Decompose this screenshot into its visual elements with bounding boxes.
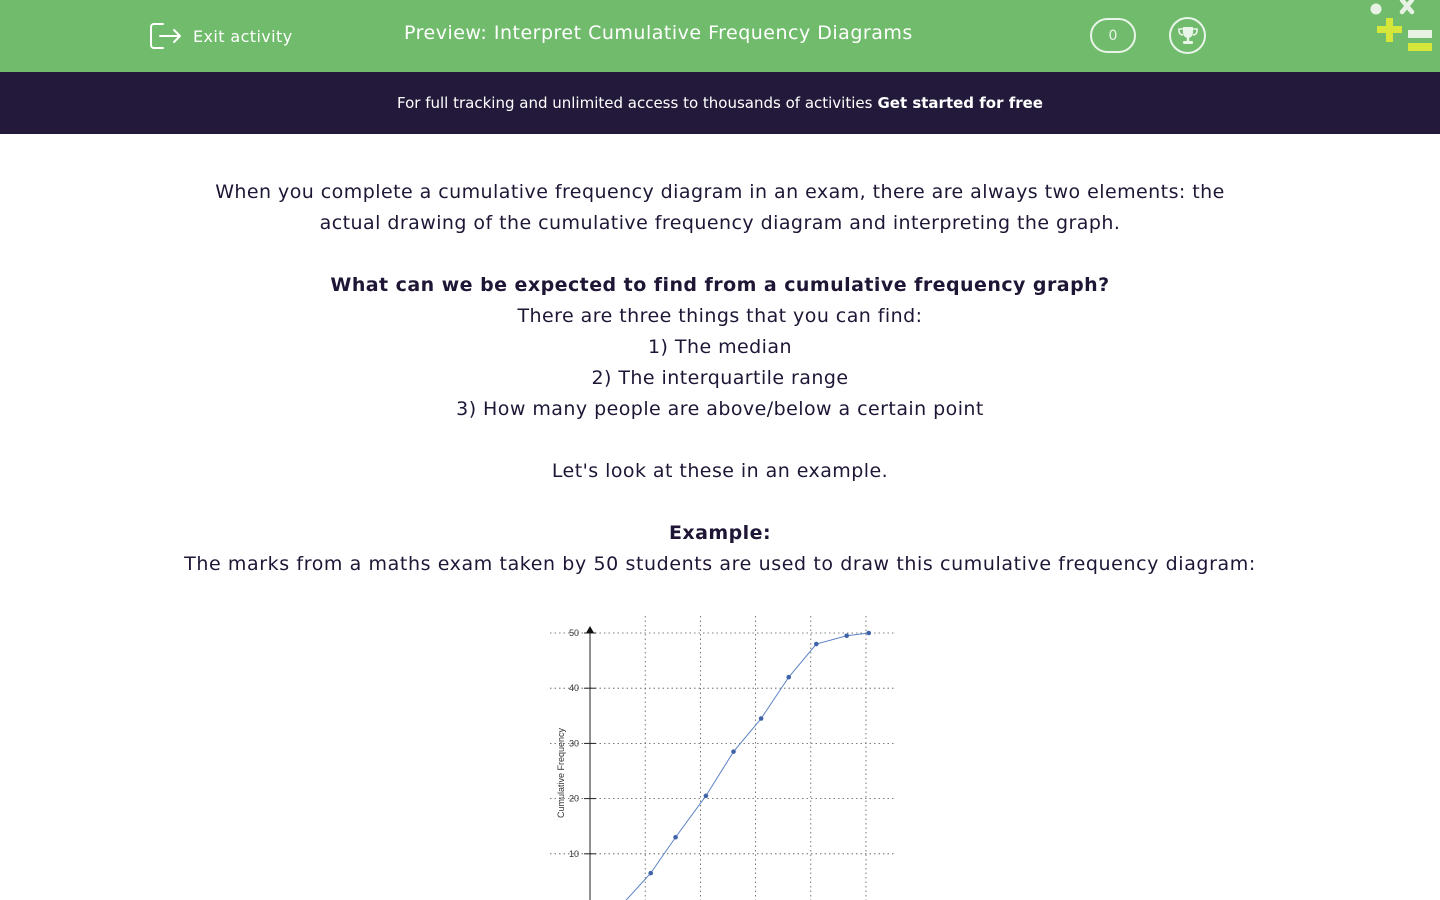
chart-svg (540, 608, 910, 900)
lesson-content (0, 177, 1440, 580)
data-point (866, 631, 871, 636)
cumulative-frequency-chart (540, 608, 910, 900)
exit-activity-button[interactable] (149, 20, 293, 52)
score-counter: 0 (1090, 18, 1136, 53)
list-item-median: 1) The median (648, 336, 792, 358)
three-things-text: There are three things that you can find: (517, 305, 923, 327)
data-point (704, 794, 709, 799)
series-line (604, 633, 869, 900)
y-axis-label: Cumulative Frequency (556, 727, 566, 819)
data-point (844, 633, 849, 638)
list-item-above-below: 3) How many people are above/below a certain point (456, 398, 984, 420)
exit-icon (149, 22, 183, 50)
y-tick-label: 30 (568, 738, 579, 749)
example-heading: Example: (668, 522, 772, 544)
data-point (673, 835, 678, 840)
y-tick-label: 50 (568, 628, 579, 638)
promo-banner (0, 72, 1440, 134)
brand-logo (1366, 0, 1440, 56)
trophy-icon (1176, 25, 1200, 47)
exit-activity-label: Exit activity (193, 26, 293, 46)
banner-text: For full tracking and unlimited access to thousands of activities (397, 94, 873, 112)
page-title: Preview: Interpret Cumulative Frequency Diagrams (404, 22, 913, 44)
trophy-button[interactable] (1169, 17, 1206, 54)
get-started-link[interactable]: Get started for free (877, 94, 1043, 112)
y-tick-label: 20 (568, 793, 579, 804)
y-tick-label: 40 (568, 683, 579, 694)
data-point (786, 675, 791, 680)
example-intro: Let's look at these in an example. (551, 460, 889, 482)
list-item-iqr: 2) The interquartile range (591, 367, 849, 389)
example-text: The marks from a maths exam taken by 50 students are used to draw this cumulative frequency diagram: (184, 553, 1256, 575)
data-point (648, 871, 653, 876)
question-heading: What can we be expected to find from a cumulative frequency graph? (330, 274, 1110, 296)
data-point (731, 749, 736, 754)
intro-line-2: actual drawing of the cumulative frequency diagram and interpreting the graph. (319, 212, 1121, 234)
intro-line-1: When you complete a cumulative frequency diagram in an exam, there are always two elements: the (215, 181, 1225, 203)
y-tick-label: 10 (568, 848, 579, 859)
data-point (759, 716, 764, 721)
top-bar (0, 0, 1440, 72)
y-axis-arrow (586, 626, 594, 633)
data-point (814, 642, 819, 647)
